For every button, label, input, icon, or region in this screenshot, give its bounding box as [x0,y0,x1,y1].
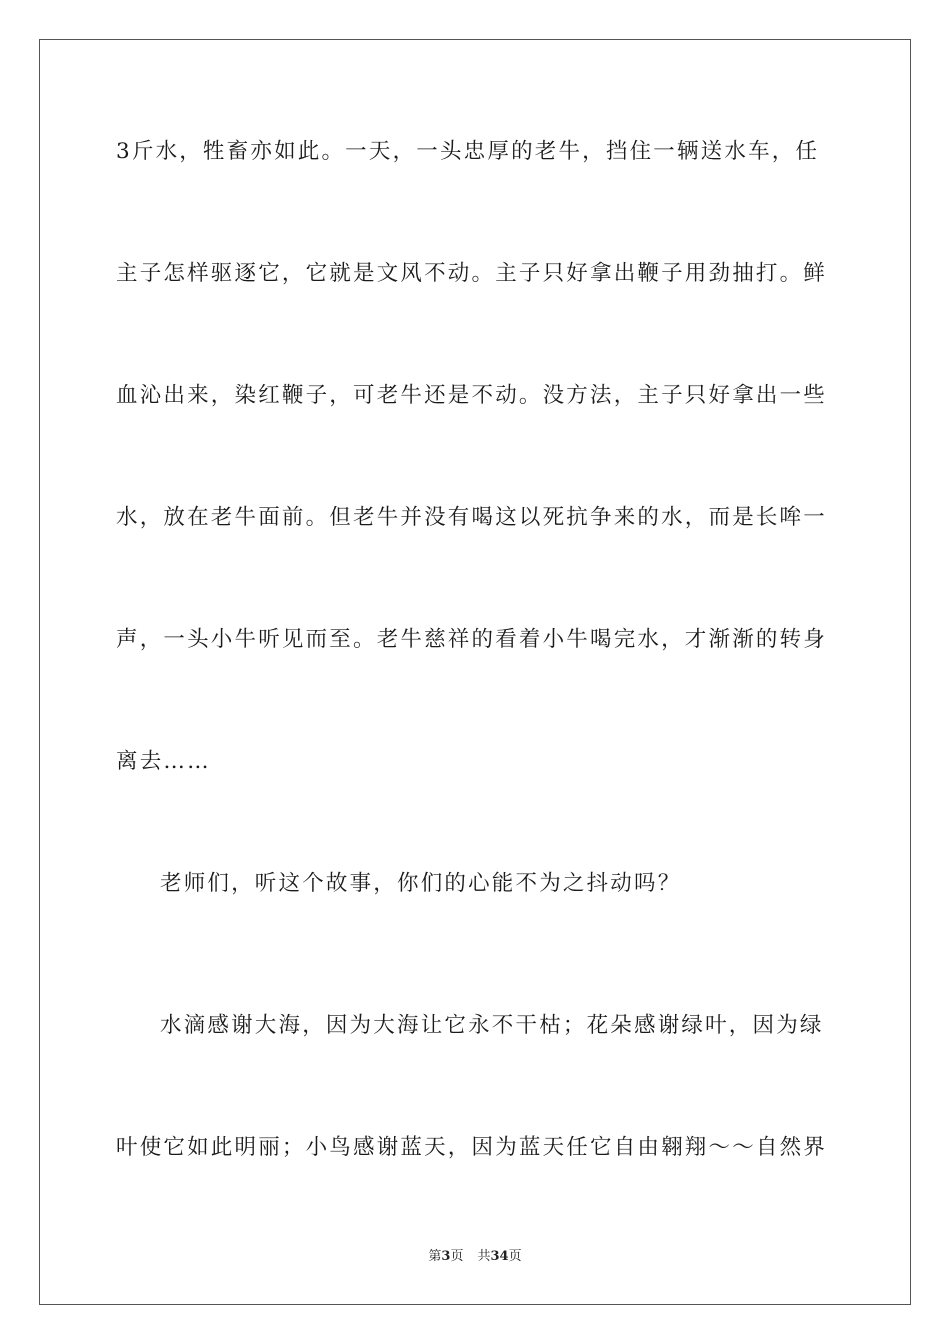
footer-page-prefix: 第 [428,1249,442,1264]
body-line-2: 主子怎样驱逐它，它就是文风不动。主子只好拿出鞭子用劲抽打。鲜 [116,261,828,286]
body-line-4: 水，放在老牛面前。但老牛并没有喝这以死抗争来的水，而是长哞一 [116,505,828,530]
body-line-1: 3斤水，牲畜亦如此。一天，一头忠厚的老牛，挡住一辆送水车，任 [116,139,820,164]
body-line-8: 水滴感谢大海，因为大海让它永不干枯；花朵感谢绿叶，因为绿 [160,1013,824,1038]
page-footer [0,1248,950,1266]
body-line-7: 老师们，听这个故事，你们的心能不为之抖动吗？ [160,871,682,896]
body-line-9: 叶使它如此明丽；小鸟感谢蓝天，因为蓝天任它自由翱翔～～自然界 [116,1135,828,1160]
footer-total-pages: 34 [490,1249,509,1264]
footer-page-number: 3 [441,1249,451,1264]
footer-page-suffix: 页 [450,1249,464,1264]
footer-total-suffix: 页 [508,1249,522,1264]
body-line-3: 血沁出来，染红鞭子，可老牛还是不动。没方法，主子只好拿出一些 [116,383,828,408]
body-line-5: 声，一头小牛听见而至。老牛慈祥的看着小牛喝完水，才渐渐的转身 [116,627,828,652]
page-border [39,39,911,1305]
footer-total-prefix: 共 [477,1249,491,1264]
body-line-6: 离去…… [116,749,211,774]
